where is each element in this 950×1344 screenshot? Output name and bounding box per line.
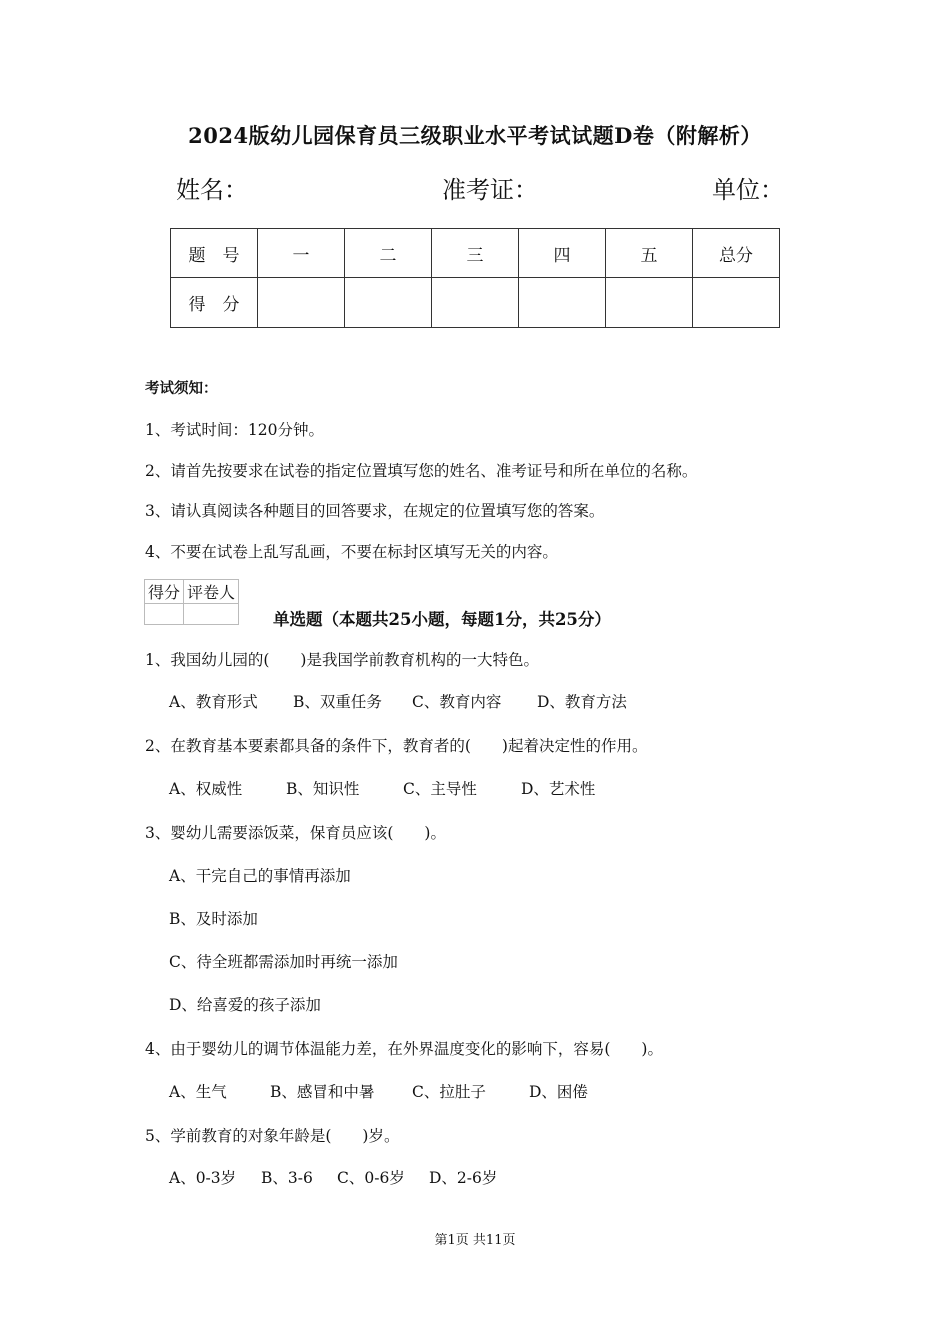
option-b: B、感冒和中暑 [270, 1083, 375, 1101]
option-d: D、教育方法 [537, 693, 627, 711]
document-title: 2024版幼儿园保育员三级职业水平考试试题D卷（附解析） [188, 123, 762, 148]
score-cell: 三 [432, 229, 519, 278]
option-a: A、教育形式 [169, 693, 258, 711]
option-a: A、干完自己的事情再添加 [169, 867, 351, 885]
option-d: D、困倦 [529, 1083, 588, 1101]
option-a: A、0-3岁 [169, 1169, 237, 1187]
notice-item: 2、请首先按要求在试卷的指定位置填写您的姓名、准考证号和所在单位的名称。 [145, 462, 698, 480]
option-b: B、及时添加 [169, 910, 258, 928]
score-cell [519, 278, 606, 328]
score-cell: 五 [606, 229, 693, 278]
grader-box [144, 579, 239, 625]
notice-item: 1、考试时间：120分钟。 [145, 421, 324, 439]
option-c: C、待全班都需添加时再统一添加 [169, 953, 398, 971]
option-b: B、双重任务 [293, 693, 382, 711]
option-c: C、教育内容 [412, 693, 502, 711]
option-d: D、2-6岁 [429, 1169, 498, 1187]
option-b: B、知识性 [286, 780, 360, 798]
option-a: A、生气 [169, 1083, 227, 1101]
option-d: D、艺术性 [521, 780, 596, 798]
page-footer: 第1页 共11页 [434, 1233, 516, 1248]
score-cell: 一 [258, 229, 345, 278]
option-c: C、主导性 [403, 780, 477, 798]
question-text: 1、我国幼儿园的( )是我国学前教育机构的一大特色。 [145, 651, 539, 669]
score-cell: 四 [519, 229, 606, 278]
section-title: 单选题（本题共25小题，每题1分，共25分） [273, 610, 611, 629]
question-text: 5、学前教育的对象年龄是( )岁。 [145, 1127, 400, 1145]
score-cell [606, 278, 693, 328]
score-cell: 二 [345, 229, 432, 278]
option-b: B、3-6 [261, 1169, 313, 1187]
notice-item: 4、不要在试卷上乱写乱画，不要在标封区填写无关的内容。 [145, 543, 558, 561]
grader-score-cell [145, 604, 184, 625]
option-c: C、0-6岁 [337, 1169, 405, 1187]
grader-reviewer-cell [184, 604, 239, 625]
notice-item: 3、请认真阅读各种题目的回答要求，在规定的位置填写您的答案。 [145, 502, 605, 520]
question-text: 4、由于婴幼儿的调节体温能力差，在外界温度变化的影响下，容易( )。 [145, 1040, 663, 1058]
notice-heading: 考试须知： [145, 380, 218, 397]
option-d: D、给喜爱的孩子添加 [169, 996, 321, 1014]
score-cell: 总分 [693, 229, 780, 278]
name-field-label: 姓名： [176, 176, 248, 204]
score-cell [693, 278, 780, 328]
question-text: 3、婴幼儿需要添饭菜，保育员应该( )。 [145, 824, 446, 842]
score-table [170, 228, 780, 328]
grader-score-label: 得分 [145, 580, 184, 604]
option-a: A、权威性 [169, 780, 243, 798]
score-cell: 得 分 [171, 278, 258, 328]
score-cell [432, 278, 519, 328]
score-table-score-row [171, 278, 780, 328]
option-c: C、拉肚子 [412, 1083, 486, 1101]
score-table-header-row [171, 229, 780, 278]
question-text: 2、在教育基本要素都具备的条件下，教育者的( )起着决定性的作用。 [145, 737, 648, 755]
exam-id-field-label: 准考证： [442, 176, 538, 204]
unit-field-label: 单位： [712, 176, 784, 204]
score-cell [258, 278, 345, 328]
score-cell: 题 号 [171, 229, 258, 278]
score-cell [345, 278, 432, 328]
grader-reviewer-label: 评卷人 [184, 580, 239, 604]
